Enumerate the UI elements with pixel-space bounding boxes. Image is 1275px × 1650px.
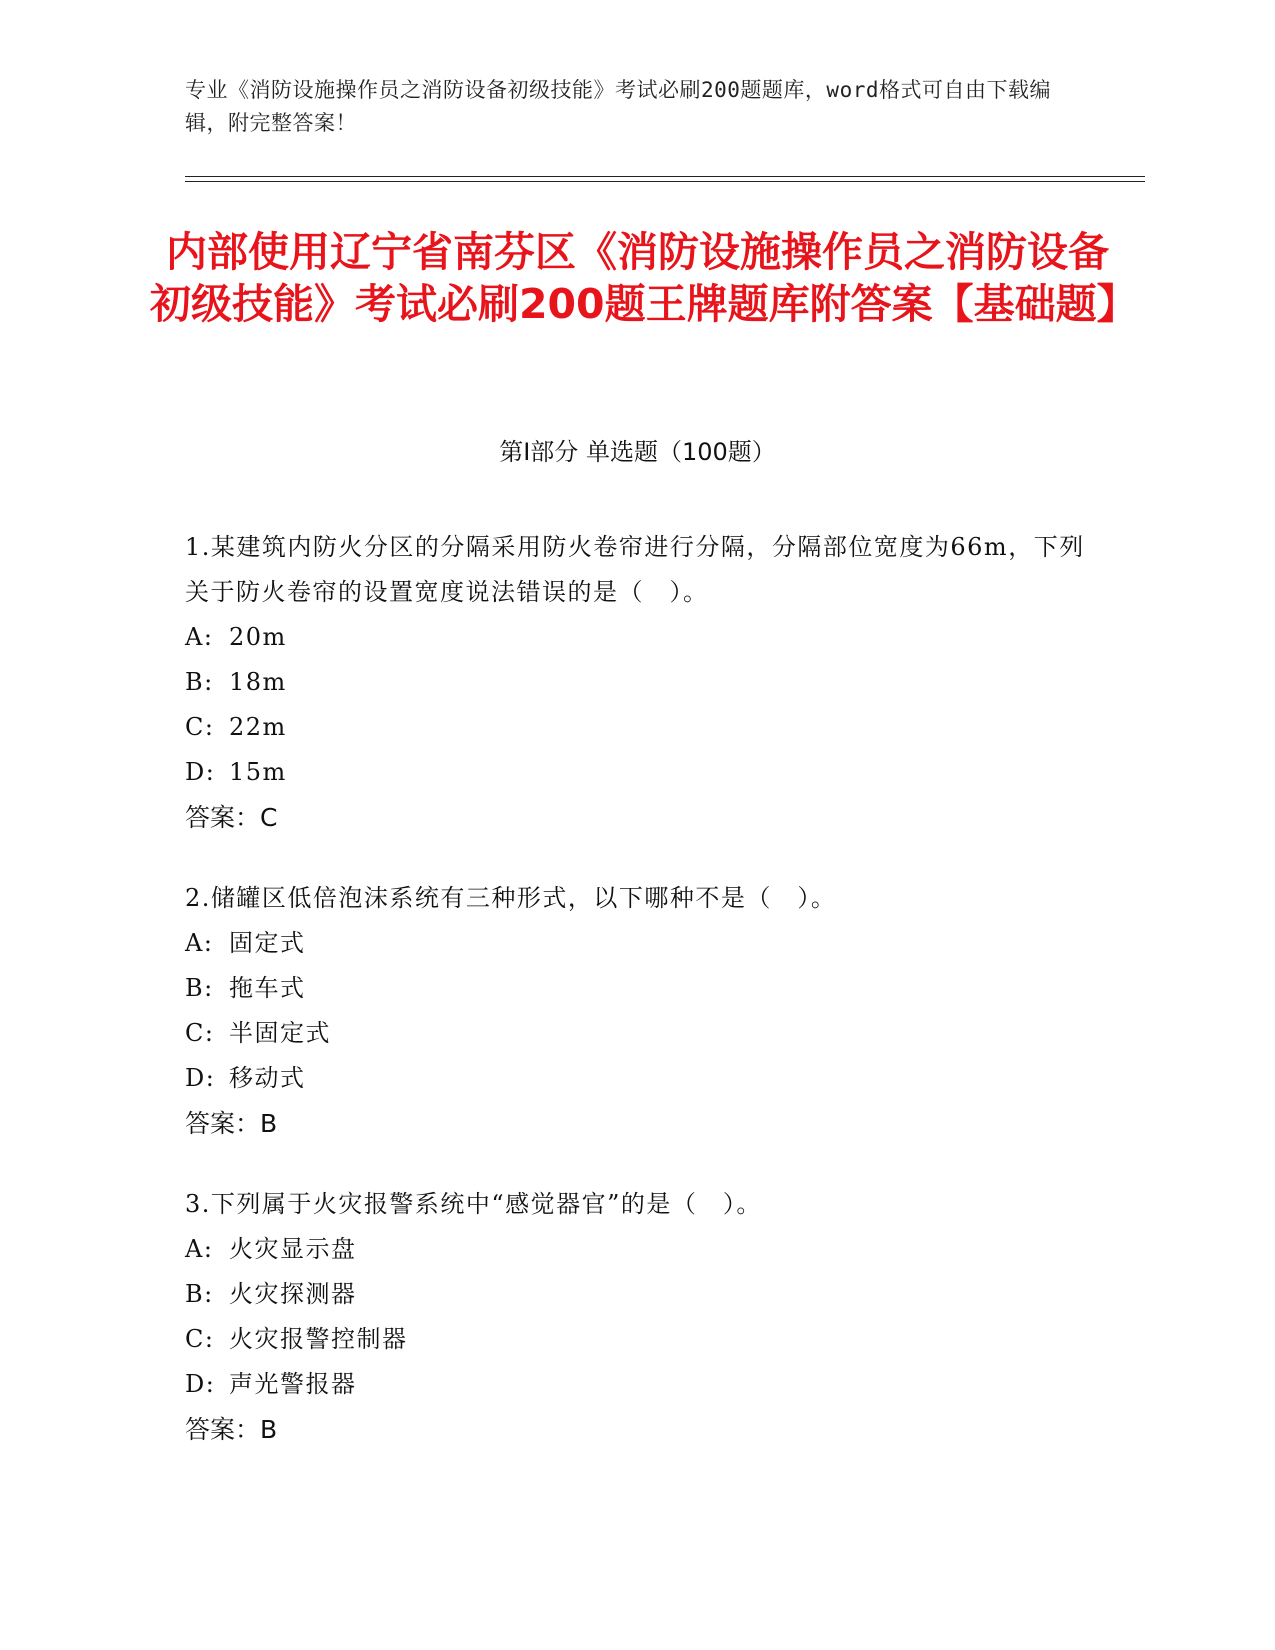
option-letter: A:	[185, 1235, 214, 1263]
option-text: 半固定式	[229, 1019, 331, 1047]
option-text: 移动式	[229, 1064, 306, 1092]
option-letter: D:	[185, 1064, 216, 1092]
option-b	[185, 660, 1085, 705]
question-stem: 2.储罐区低倍泡沫系统有三种形式，以下哪种不是（ ）。	[185, 884, 837, 912]
option-letter: A:	[185, 929, 214, 957]
question-list	[185, 525, 1085, 1488]
option-text: 22m	[229, 713, 287, 741]
header-divider-bottom	[185, 181, 1145, 182]
question-2	[185, 876, 1085, 1146]
option-d	[185, 1362, 1085, 1407]
option-c	[185, 1011, 1085, 1056]
option-letter: C:	[185, 1019, 215, 1047]
option-d	[185, 1056, 1085, 1101]
question-3	[185, 1182, 1085, 1452]
option-letter: B:	[185, 1280, 214, 1308]
option-a	[185, 615, 1085, 660]
header-divider-top	[185, 176, 1145, 177]
option-c	[185, 1317, 1085, 1362]
question-answer: 答案：B	[185, 1415, 278, 1444]
option-letter: B:	[185, 974, 214, 1002]
option-text: 15m	[229, 758, 287, 786]
option-text: 20m	[229, 623, 287, 651]
question-answer: 答案：B	[185, 1109, 278, 1138]
option-letter: D:	[185, 758, 216, 786]
option-text: 18m	[229, 668, 287, 696]
question-stem: 3.下列属于火灾报警系统中“感觉器官”的是（ ）。	[185, 1190, 762, 1218]
option-a	[185, 1227, 1085, 1272]
section-heading: 第Ⅰ部分 单选题（100题）	[499, 438, 776, 466]
option-text: 火灾报警控制器	[229, 1325, 408, 1353]
option-text: 固定式	[229, 929, 306, 957]
question-stem: 1.某建筑内防火分区的分隔采用防火卷帘进行分隔，分隔部位宽度为66m，下列关于防火卷帘的设置宽度说法错误的是（ ）。	[185, 533, 1085, 606]
question-answer: 答案：C	[185, 803, 278, 832]
option-letter: A:	[185, 623, 214, 651]
option-letter: B:	[185, 668, 214, 696]
option-text: 声光警报器	[229, 1370, 357, 1398]
question-1	[185, 525, 1085, 840]
option-a	[185, 921, 1085, 966]
option-letter: C:	[185, 713, 215, 741]
header-note: 专业《消防设施操作员之消防设备初级技能》考试必刷200题题库，word格式可自由下载编辑，附完整答案！	[185, 78, 1051, 135]
option-b	[185, 1272, 1085, 1317]
option-text: 火灾探测器	[229, 1280, 357, 1308]
option-b	[185, 966, 1085, 1011]
option-c	[185, 705, 1085, 750]
option-d	[185, 750, 1085, 795]
option-letter: D:	[185, 1370, 216, 1398]
document-title: 内部使用辽宁省南芬区《消防设施操作员之消防设备初级技能》考试必刷200题王牌题库附答案【基础题】	[150, 228, 1138, 328]
option-text: 拖车式	[229, 974, 306, 1002]
option-text: 火灾显示盘	[229, 1235, 357, 1263]
option-letter: C:	[185, 1325, 215, 1353]
